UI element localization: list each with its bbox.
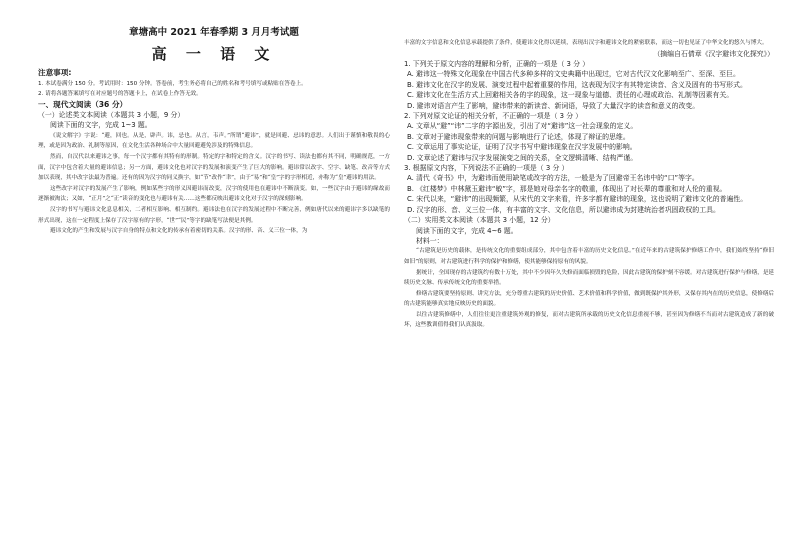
- question-1-option-d: D. 避讳对语言产生了影响，避讳带来的新读音、新词语，导致了大量汉字的读音和意义的改变。: [407, 101, 700, 110]
- left-column: [38, 26, 390, 546]
- passage1-source: （摘编自石倩章《汉字避讳文化探究》）: [653, 49, 774, 58]
- question-1-stem: 1. 下列关于原文内容的理解和分析，正确的一项是（ 3 分 ）: [404, 60, 590, 68]
- passage1-paragraph-1: 《说文解字》字说：“避，回也。从是，辟声。讳，忌也。从言，韦声。”所谓“避讳”，就是回避、忌讳的意思。人们出于谨慎和敬畏的心理，或是因为政治、礼制等原因，在文化生活各种场合中大量回避避免涉及的特殊信息。: [38, 132, 390, 150]
- passage2-paragraph-1: “古建筑是历史的载体，是传统文化的重要组成部分，其中包含着丰富的历史文化信息。”在近年来的古建筑保护修缮工作中，我们始终坚持“修旧如旧”的原则，对古建筑进行科学的保护和修缮，使其能够保持原有的风貌。: [404, 248, 774, 265]
- passage1-paragraph-2: 然而，自汉代以来避讳之事，每一个汉字都有其特有的形制。特定的字和特定的含义。汉字的书写、读法也都有其不同，明确规范，一方面，汉字中包含着大量的避讳信息；另一方面，避讳文化也对汉字的发展和演变产生了巨大的影响。避讳常以改字、空字、缺笔、改音等方式加以表现，其中改字法最为普遍。还有的因为汉字的同义换字，如“节”改作“聿”，由于“易”和“皇”字的字形相近，亦称为“皇”避讳的用法。: [38, 154, 390, 182]
- question-2-option-d: D. 文章论述了避讳与汉字发展演变之间的关系，全文逻辑清晰、结构严谨。: [407, 153, 638, 162]
- question-3-option-c: C. 宋代以来，“避讳”的出现频繁，从宋代的文字来看，许多字都有避讳的现象，这也说明了避讳文化的普遍性。: [407, 195, 748, 204]
- exam-subject: 高 一 语 文: [151, 45, 277, 63]
- passage1-paragraph-3: 这些改字对汉字的发展产生了影响，例如某些字的形义因避讳而改变，汉字的使用也在避讳中不断演变。如，一些汉字由于避讳的缘故而逐渐被淘汰；又如，“正月”之“正”读音的变化也与避讳有关……这些都反映出避讳文化对于汉字的深刻影响。: [38, 185, 390, 203]
- section1-heading: 一、现代文阅读（36 分）: [38, 99, 128, 109]
- passage2-paragraph-2: 据统计，全国现存的古建筑约有数十万处，其中不少因年久失修而面临损毁的危险，因此古建筑的保护刻不容缓。对古建筑进行保护与修缮，是延续历史文脉、传承传统文化的重要举措。: [404, 269, 774, 287]
- question-3-option-b: B. 《红楼梦》中林黛玉避讳“敏”字，那是她对母亲名字的敬重，体现出了对长辈的尊重和对人伦的重视。: [407, 184, 727, 193]
- question-1-option-c: C. 避讳文化在生活方式上回避相关各的字的现象，这一现象与道德、责任的心理或政治、礼制等因素有关。: [407, 91, 734, 100]
- question-1-option-b: B. 避讳文化在汉字的发展、演变过程中起着重要的作用，这表现为汉字有其特定读音、含义及固有的书写形式。: [407, 80, 747, 89]
- passage1-continuation: 丰富的文字信息和文化信息承载提供了条件，使避讳文化得以延续，表现出汉字和避讳文化的紧密联系，而这一切也见证了中华文化的悠久与博大。: [404, 40, 768, 46]
- question-2-option-a: A. 文章从“避”“讳”二字的字源出发，引出了对“避讳”这一社会现象的定义。: [407, 122, 638, 131]
- notes-line-1: 1. 本试卷满分 150 分。考试用时：150 分钟。答卷前，考生务必将自己的姓名和考号填写或粘贴在答卷上。: [38, 80, 307, 87]
- subsection2-heading: （二）实用类文本阅读（本题共 3 小题，12 分）: [404, 216, 555, 225]
- question-2-stem: 2. 下列对原文论证的相关分析，不正确的一项是（ 3 分 ）: [404, 112, 583, 121]
- question-3-stem: 3. 根据原文内容，下列说法不正确的一项是（ 3 分 ）: [404, 164, 569, 173]
- notes-line-2: 2. 请将各题答案填写在对应题号的答题卡上，在试卷上作答无效。: [38, 91, 202, 97]
- passage2-paragraph-4: 以往古建筑修缮中，人们往往更注重建筑外观的修复，而对古建筑所承载的历史文化信息重视不够，甚至因为修缮不当而对古建筑造成了新的破坏，这些教训值得我们认真汲取。: [404, 311, 774, 329]
- question-3-option-a: A. 清代《奇书》中，为避讳而使用缺笔或改字的方法，一般是为了回避帝王名讳中的“口”等字。: [407, 174, 699, 183]
- passage2-paragraph-3: 修缮古建筑要坚持原则、讲究方法，充分尊重古建筑的历史价值、艺术价值和科学价值，做到既保护其外形，又保存其内在的历史信息，使修缮后的古建筑能够真实地反映历史的面貌。: [404, 290, 774, 308]
- question-2-option-c: C. 文章运用了事实论证，证明了汉字书写中避讳现象在汉字发展中的影响。: [407, 143, 637, 152]
- material-1-label: 材料一：: [416, 236, 444, 245]
- subsection1-heading: （一）论述类文本阅读（本题共 3 小题，9 分）: [38, 111, 185, 119]
- subsection2-instruction: 阅读下面的文字，完成 4~6 题。: [416, 226, 518, 235]
- question-3-option-d: D. 汉字的形、音、义三位一体，有丰富的文字、文化信息，所以避讳成为封建统治者巩固政权的工具。: [407, 205, 720, 214]
- right-column: [404, 38, 774, 546]
- passage1-paragraph-5: 避讳文化的产生和发展与汉字自身的特点和文化的传承有着密切的关系。汉字的形、音、义三位一体，为: [50, 228, 308, 235]
- exam-title: 章塘高中 2021 年春季期 3 月月考试题: [129, 27, 299, 38]
- question-1-option-a: A. 避讳这一特殊文化现象在中国古代多种多样的文史典籍中出现过，它对古代汉文化影响至广、至深、至巨。: [407, 70, 740, 79]
- passage1-paragraph-4: 汉字的书写与避讳文化息息相关，二者相互影响、相互制约。避讳法也在汉字的发展过程中不断完善，例如唐代以来的避讳字多以缺笔的形式出现，这在一定程度上保存了汉字原有的字形，“世”“民”等字的缺笔写法便是其例。: [38, 206, 390, 224]
- notes-heading: 注意事项:: [38, 68, 72, 77]
- subsection1-instruction: 阅读下面的文字，完成 1~3 题。: [50, 121, 152, 130]
- question-2-option-b: B. 文章对于避讳现象带来的问题与影响进行了论述，体现了辩证的思维。: [407, 132, 630, 141]
